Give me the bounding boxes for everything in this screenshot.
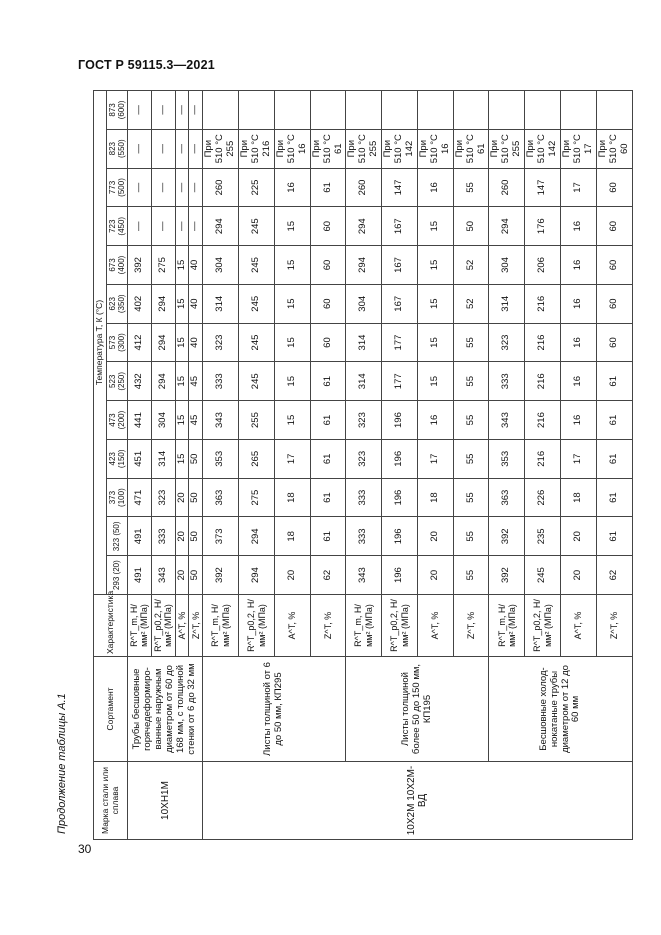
value-cell: 40 (189, 323, 203, 362)
value-cell: 304 (203, 246, 239, 285)
rotated-table-container (93, 90, 630, 840)
value-cell: При 510 °С 142 (525, 129, 561, 168)
value-cell: 50 (189, 556, 203, 595)
value-cell: 60 (310, 246, 346, 285)
value-cell: 16 (561, 207, 597, 246)
value-cell: 61 (596, 517, 632, 556)
value-cell (489, 91, 525, 130)
value-cell: 294 (239, 517, 275, 556)
value-cell: 15 (175, 323, 189, 362)
value-cell: 61 (310, 439, 346, 478)
value-cell: 260 (489, 168, 525, 207)
value-cell: 16 (561, 362, 597, 401)
value-cell: — (128, 168, 152, 207)
value-cell: 245 (239, 284, 275, 323)
value-cell: 167 (382, 284, 418, 323)
value-cell: При 510 °С 216 (239, 129, 275, 168)
table-row (128, 91, 152, 840)
characteristic-cell: Z^T, % (453, 595, 489, 657)
characteristic-cell: A^T, % (561, 595, 597, 657)
value-cell: — (151, 168, 175, 207)
value-cell: 333 (489, 362, 525, 401)
value-cell: — (128, 207, 152, 246)
value-cell: 392 (489, 517, 525, 556)
value-cell: 323 (203, 323, 239, 362)
value-cell: 60 (596, 323, 632, 362)
value-cell: 55 (453, 323, 489, 362)
value-cell: 20 (175, 517, 189, 556)
value-cell: При 510 °С 61 (453, 129, 489, 168)
characteristic-cell: Z^T, % (310, 595, 346, 657)
grade-cell: 10Х2М 10Х2М-ВД (203, 762, 632, 840)
value-cell: 18 (274, 517, 310, 556)
value-cell: 275 (239, 478, 275, 517)
value-cell: — (175, 168, 189, 207)
value-cell: 60 (310, 323, 346, 362)
characteristic-cell: R^T_p0,2, Н/мм² (МПа) (525, 595, 561, 657)
value-cell: 373 (203, 517, 239, 556)
value-cell (310, 91, 346, 130)
value-cell: 235 (525, 517, 561, 556)
value-cell (417, 91, 453, 130)
value-cell: При 510 °С 255 (346, 129, 382, 168)
value-cell: 392 (128, 246, 152, 285)
value-cell: 45 (189, 401, 203, 440)
value-cell: 432 (128, 362, 152, 401)
value-cell: 20 (561, 517, 597, 556)
value-cell: 40 (189, 284, 203, 323)
characteristic-cell: Z^T, % (596, 595, 632, 657)
value-cell: 304 (151, 401, 175, 440)
value-cell: 196 (382, 401, 418, 440)
value-cell (346, 91, 382, 130)
value-cell: 314 (489, 284, 525, 323)
value-cell: 491 (128, 517, 152, 556)
temp-header-cell: 323 (50) (106, 517, 127, 556)
value-cell: 392 (203, 556, 239, 595)
value-cell: 17 (274, 439, 310, 478)
value-cell: 333 (203, 362, 239, 401)
characteristic-cell: R^T_p0,2, Н/мм² (МПа) (239, 595, 275, 657)
value-cell: 147 (382, 168, 418, 207)
value-cell: 323 (346, 401, 382, 440)
value-cell: 61 (596, 478, 632, 517)
value-cell: 343 (151, 556, 175, 595)
value-cell (453, 91, 489, 130)
value-cell: 343 (346, 556, 382, 595)
value-cell: 55 (453, 556, 489, 595)
value-cell: 15 (417, 246, 453, 285)
value-cell: 265 (239, 439, 275, 478)
value-cell: 196 (382, 556, 418, 595)
value-cell: 245 (239, 362, 275, 401)
value-cell: 225 (239, 168, 275, 207)
value-cell: 15 (175, 246, 189, 285)
value-cell: 167 (382, 207, 418, 246)
value-cell: 55 (453, 362, 489, 401)
value-cell: 15 (175, 362, 189, 401)
value-cell (525, 91, 561, 130)
value-cell: 167 (382, 246, 418, 285)
temp-header-cell: 373 (100) (106, 478, 127, 517)
value-cell: 226 (525, 478, 561, 517)
value-cell: 18 (561, 478, 597, 517)
value-cell: 402 (128, 284, 152, 323)
value-cell: 304 (346, 284, 382, 323)
value-cell: 20 (175, 556, 189, 595)
temp-header-cell: 723 (450) (106, 207, 127, 246)
value-cell: 60 (310, 284, 346, 323)
value-cell: 16 (417, 168, 453, 207)
value-cell: 216 (525, 323, 561, 362)
value-cell: 15 (274, 401, 310, 440)
value-cell: 55 (453, 439, 489, 478)
value-cell: 18 (274, 478, 310, 517)
value-cell: 177 (382, 323, 418, 362)
value-cell: 196 (382, 517, 418, 556)
value-cell: 216 (525, 401, 561, 440)
value-cell: 323 (346, 439, 382, 478)
table-body (128, 91, 632, 840)
value-cell: 20 (175, 478, 189, 517)
value-cell: 333 (151, 517, 175, 556)
value-cell: — (175, 207, 189, 246)
value-cell: 255 (239, 401, 275, 440)
value-cell: 60 (596, 246, 632, 285)
value-cell: — (175, 91, 189, 130)
value-cell: 15 (417, 362, 453, 401)
value-cell: 314 (151, 439, 175, 478)
value-cell: 177 (382, 362, 418, 401)
value-cell: 196 (382, 478, 418, 517)
value-cell: — (189, 129, 203, 168)
value-cell (561, 91, 597, 130)
value-cell: 441 (128, 401, 152, 440)
assortment-cell: Трубы бесшовные горячедеформиро-ванные наружным диаметром от 60 до 168 мм, с толщиной стенки от 6 до 32 мм (128, 657, 203, 762)
value-cell: 294 (239, 556, 275, 595)
value-cell: 343 (489, 401, 525, 440)
value-cell: 216 (525, 439, 561, 478)
value-cell: 61 (310, 362, 346, 401)
value-cell: 60 (596, 284, 632, 323)
value-cell: — (189, 91, 203, 130)
value-cell: — (151, 207, 175, 246)
col-header-characteristic: Характеристика (94, 595, 128, 657)
value-cell: 333 (346, 517, 382, 556)
value-cell: — (189, 207, 203, 246)
value-cell: 16 (561, 401, 597, 440)
value-cell: 15 (274, 284, 310, 323)
value-cell: 323 (489, 323, 525, 362)
value-cell: 61 (310, 168, 346, 207)
value-cell: 16 (561, 246, 597, 285)
table-row (346, 91, 382, 840)
value-cell: 17 (561, 439, 597, 478)
value-cell: При 510 °С 61 (310, 129, 346, 168)
value-cell: 314 (346, 362, 382, 401)
col-header-temperature: Температура Т, К (°С) (94, 91, 107, 595)
value-cell: 20 (417, 517, 453, 556)
value-cell: 40 (189, 246, 203, 285)
document-header: ГОСТ Р 59115.3—2021 (78, 58, 215, 72)
value-cell: 245 (525, 556, 561, 595)
characteristic-cell: R^T_m, Н/мм² (МПа) (203, 595, 239, 657)
col-header-grade: Марка стали или сплава (94, 762, 128, 840)
value-cell: — (151, 129, 175, 168)
value-cell: 55 (453, 401, 489, 440)
value-cell: 491 (128, 556, 152, 595)
temp-header-cell: 623 (350) (106, 284, 127, 323)
value-cell: 196 (382, 439, 418, 478)
value-cell: — (175, 129, 189, 168)
value-cell: 17 (561, 168, 597, 207)
assortment-cell: Листы толщиной более 50 до 150 мм, КП195 (346, 657, 489, 762)
value-cell: 55 (453, 168, 489, 207)
value-cell: 216 (525, 284, 561, 323)
value-cell: 61 (310, 517, 346, 556)
value-cell: 294 (346, 246, 382, 285)
value-cell: 61 (310, 478, 346, 517)
value-cell: 15 (175, 401, 189, 440)
temp-header-cell: 293 (20) (106, 556, 127, 595)
temp-header-cell: 573 (300) (106, 323, 127, 362)
value-cell: 216 (525, 362, 561, 401)
value-cell: 16 (274, 168, 310, 207)
value-cell: 62 (310, 556, 346, 595)
temp-header-cell: 673 (400) (106, 246, 127, 285)
value-cell: 353 (489, 439, 525, 478)
value-cell (382, 91, 418, 130)
characteristic-cell: A^T, % (274, 595, 310, 657)
value-cell: — (128, 91, 152, 130)
value-cell: 304 (489, 246, 525, 285)
characteristic-cell: A^T, % (175, 595, 189, 657)
value-cell: 314 (203, 284, 239, 323)
value-cell: 52 (453, 246, 489, 285)
value-cell: При 510 °С 255 (489, 129, 525, 168)
table-row (489, 91, 525, 840)
value-cell: 18 (417, 478, 453, 517)
value-cell: 16 (417, 401, 453, 440)
value-cell: 245 (239, 207, 275, 246)
value-cell: При 510 °С 255 (203, 129, 239, 168)
value-cell: 20 (417, 556, 453, 595)
value-cell: 294 (346, 207, 382, 246)
characteristic-cell: R^T_p0,2, Н/мм² (МПа) (151, 595, 175, 657)
value-cell: 60 (596, 168, 632, 207)
value-cell: 50 (189, 439, 203, 478)
assortment-cell: Листы толщиной от 6 до 50 мм, КП295 (203, 657, 346, 762)
value-cell: 60 (596, 207, 632, 246)
characteristic-cell: R^T_m, Н/мм² (МПа) (128, 595, 152, 657)
value-cell: 52 (453, 284, 489, 323)
value-cell: 60 (310, 207, 346, 246)
value-cell: 61 (596, 401, 632, 440)
value-cell: 61 (310, 401, 346, 440)
value-cell: 15 (274, 323, 310, 362)
characteristic-cell: Z^T, % (189, 595, 203, 657)
temp-header-cell: 823 (550) (106, 129, 127, 168)
value-cell: 275 (151, 246, 175, 285)
value-cell: 206 (525, 246, 561, 285)
value-cell: 260 (346, 168, 382, 207)
value-cell: 15 (417, 323, 453, 362)
value-cell: 61 (596, 362, 632, 401)
value-cell: 16 (561, 284, 597, 323)
characteristic-cell: R^T_p0,2, Н/мм² (МПа) (382, 595, 418, 657)
temp-header-cell: 423 (150) (106, 439, 127, 478)
value-cell: 15 (175, 284, 189, 323)
value-cell: 15 (274, 246, 310, 285)
value-cell: 294 (151, 284, 175, 323)
value-cell (203, 91, 239, 130)
properties-table (93, 90, 633, 840)
value-cell: 294 (203, 207, 239, 246)
value-cell: 15 (417, 284, 453, 323)
value-cell: 343 (203, 401, 239, 440)
value-cell: 260 (203, 168, 239, 207)
value-cell: 62 (596, 556, 632, 595)
temp-header-cell: 773 (500) (106, 168, 127, 207)
characteristic-cell: A^T, % (417, 595, 453, 657)
value-cell: 451 (128, 439, 152, 478)
value-cell: 353 (203, 439, 239, 478)
value-cell (239, 91, 275, 130)
value-cell: При 510 °С 16 (417, 129, 453, 168)
value-cell: 294 (151, 323, 175, 362)
value-cell: 245 (239, 323, 275, 362)
value-cell: 245 (239, 246, 275, 285)
page-number: 30 (78, 842, 92, 856)
value-cell: 50 (189, 517, 203, 556)
value-cell: 412 (128, 323, 152, 362)
value-cell: — (128, 129, 152, 168)
value-cell: При 510 °С 60 (596, 129, 632, 168)
table-caption: Продолжение таблицы А.1 (56, 693, 68, 834)
value-cell: — (151, 91, 175, 130)
value-cell: 16 (561, 323, 597, 362)
value-cell: 20 (561, 556, 597, 595)
value-cell: 55 (453, 517, 489, 556)
value-cell: 323 (151, 478, 175, 517)
col-header-assortment: Сортамент (94, 657, 128, 762)
characteristic-cell: R^T_m, Н/мм² (МПа) (346, 595, 382, 657)
value-cell: 61 (596, 439, 632, 478)
value-cell: 15 (274, 207, 310, 246)
value-cell: 333 (346, 478, 382, 517)
value-cell: 294 (151, 362, 175, 401)
value-cell: 294 (489, 207, 525, 246)
temp-header-cell: 523 (250) (106, 362, 127, 401)
grade-cell: 10ХН1М (128, 762, 203, 840)
value-cell: 147 (525, 168, 561, 207)
temp-header-cell: 473 (200) (106, 401, 127, 440)
value-cell: 363 (489, 478, 525, 517)
value-cell: 55 (453, 478, 489, 517)
assortment-cell: Бесшовные холод-нокатаные трубы диаметром от 12 до 60 мм (489, 657, 632, 762)
value-cell: 50 (189, 478, 203, 517)
value-cell: 176 (525, 207, 561, 246)
value-cell: 363 (203, 478, 239, 517)
value-cell (596, 91, 632, 130)
value-cell: 50 (453, 207, 489, 246)
value-cell: 17 (417, 439, 453, 478)
table-row (203, 91, 239, 840)
value-cell (274, 91, 310, 130)
value-cell: При 510 °С 17 (561, 129, 597, 168)
temp-header-cell: 873 (600) (106, 91, 127, 130)
value-cell: 471 (128, 478, 152, 517)
value-cell: 45 (189, 362, 203, 401)
value-cell: При 510 °С 142 (382, 129, 418, 168)
value-cell: 15 (274, 362, 310, 401)
value-cell: 314 (346, 323, 382, 362)
value-cell: 15 (175, 439, 189, 478)
value-cell: 392 (489, 556, 525, 595)
value-cell: — (189, 168, 203, 207)
characteristic-cell: R^T_m, Н/мм² (МПа) (489, 595, 525, 657)
value-cell: При 510 °С 16 (274, 129, 310, 168)
value-cell: 20 (274, 556, 310, 595)
value-cell: 15 (417, 207, 453, 246)
